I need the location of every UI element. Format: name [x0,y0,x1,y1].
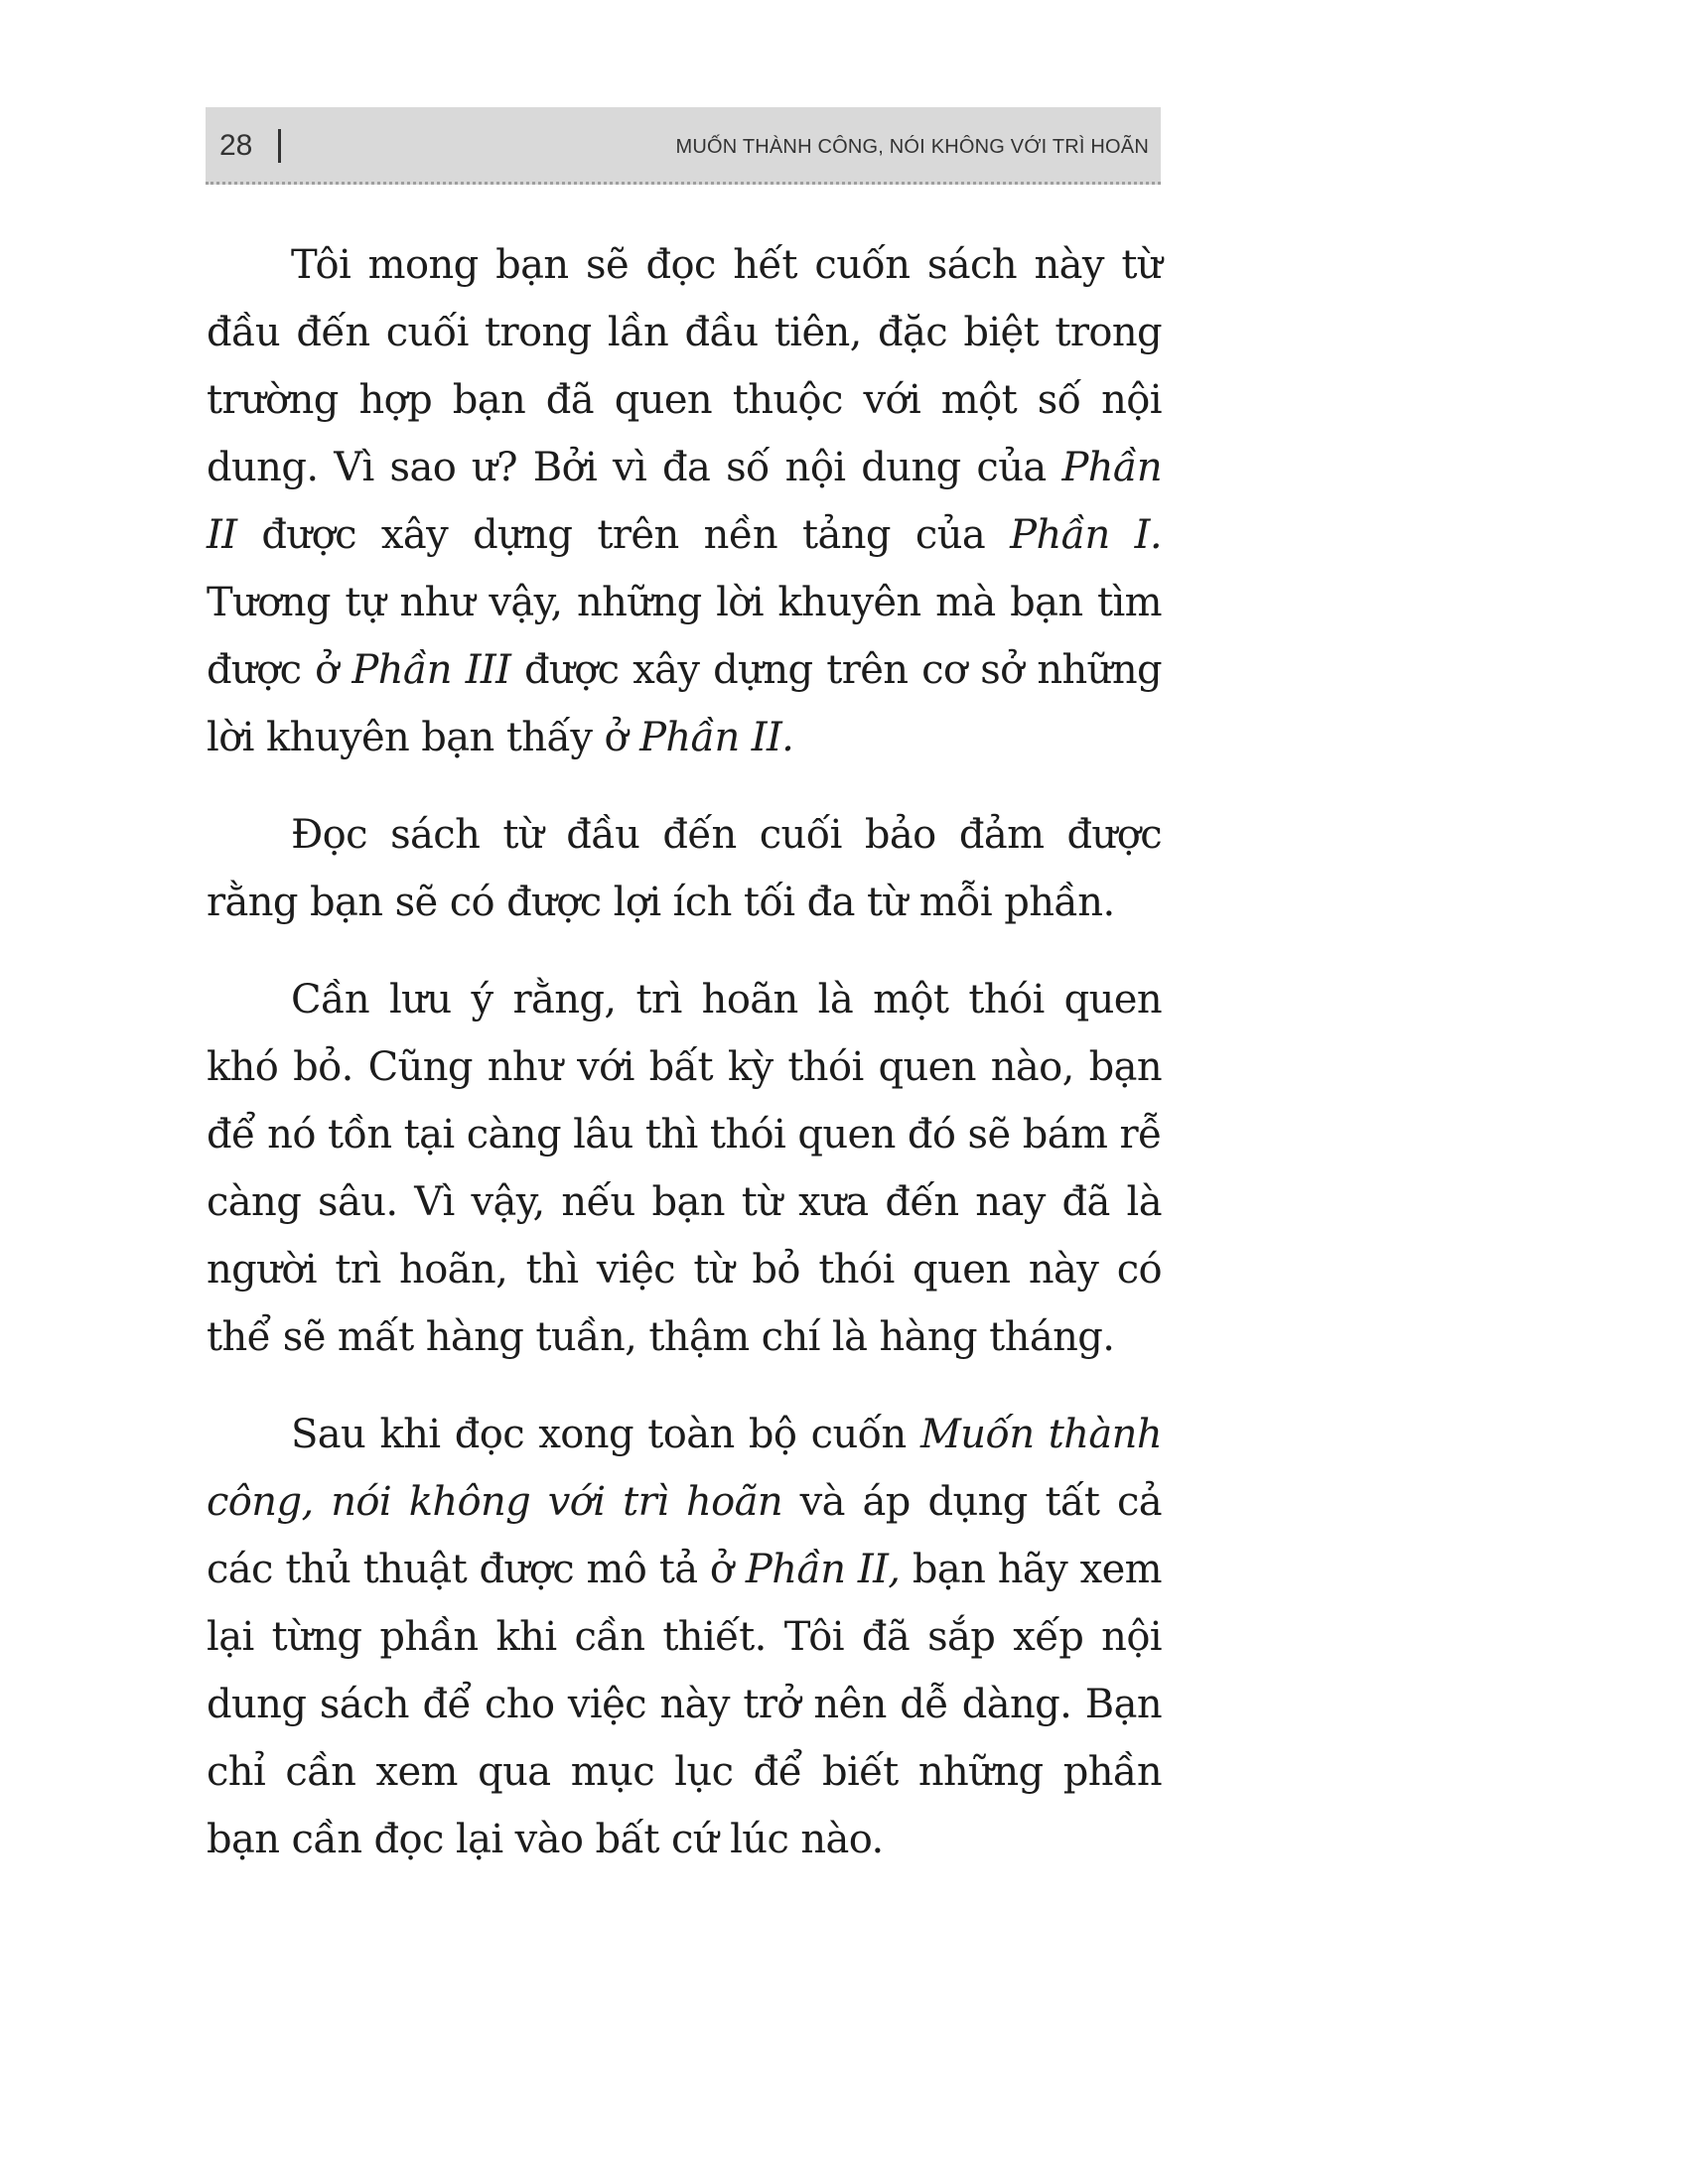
paragraph [207,1401,1162,1873]
italic-text-run: Phần II. [639,715,794,760]
paragraph [207,966,1162,1371]
paragraph [207,801,1162,936]
text-run: Tôi mong bạn sẽ đọc hết cuốn sách này từ đầu đến cuối trong lần đầu tiên, đặc biệt trong trường hợp bạn đã quen thuộc với một số nội dung. Vì sao ư? Bởi vì đa số nội dung của [207,242,1162,490]
text-run: được xây dựng trên cơ sở những lời khuyên bạn thấy ở [207,647,1162,760]
text-run: được xây dựng trên nền tảng của [236,512,1011,558]
paragraph [207,231,1162,771]
text-run: Tương tự như vậy, những lời khuyên mà bạn tìm được ở [207,580,1162,693]
text-run: bạn hãy xem lại từng phần khi cần thiết. Tôi đã sắp xếp nội dung sách để cho việc này trở nên dễ dàng. Bạn chỉ cần xem qua mục lục để biết những phần bạn cần đọc lại vào bất cứ lúc nào. [207,1547,1162,1862]
italic-text-run: Phần III [352,647,511,693]
italic-text-run: Phần II, [745,1547,901,1592]
body-text [207,231,1162,1903]
running-title: MUỐN THÀNH CÔNG, NÓI KHÔNG VỚI TRÌ HOÃN [675,136,1149,158]
header-divider [278,129,281,163]
page-number: 28 [219,129,253,162]
italic-text-run: Muốn thành công, nói không với trì hoãn [207,1412,1162,1525]
text-run: và áp dụng tất cả các thủ thuật được mô tả ở [207,1479,1162,1592]
italic-text-run: Phần I. [1010,512,1162,558]
text-run: Sau khi đọc xong toàn bộ cuốn [291,1412,920,1457]
text-run: Cần lưu ý rằng, trì hoãn là một thói quen khó bỏ. Cũng như với bất kỳ thói quen nào, bạn để nó tồn tại càng lâu thì thói quen đó sẽ bám rễ càng sâu. Vì vậy, nếu bạn từ xưa đến nay đã là người trì hoãn, thì việc từ bỏ thói quen này có thể sẽ mất hàng tuần, thậm chí là hàng tháng. [207,977,1162,1360]
italic-text-run: Phần II [207,445,1162,558]
page-header [206,107,1161,185]
text-run: Đọc sách từ đầu đến cuối bảo đảm được rằng bạn sẽ có được lợi ích tối đa từ mỗi phần. [207,812,1162,925]
